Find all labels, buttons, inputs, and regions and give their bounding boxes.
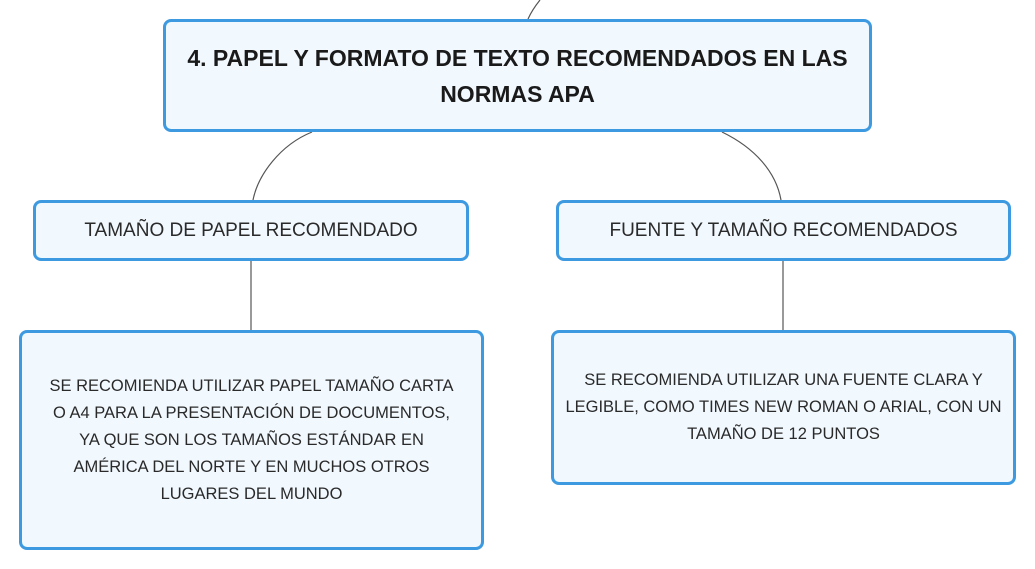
main-topic-node[interactable] (163, 19, 872, 132)
font-size-node[interactable] (556, 200, 1011, 261)
connector-main-to-right (722, 132, 781, 200)
connector-main-to-left (253, 132, 312, 200)
paper-size-node[interactable] (33, 200, 469, 261)
connector-parent-to-main (528, 0, 540, 19)
font-size-detail-node[interactable] (551, 330, 1016, 485)
paper-size-detail-node[interactable] (19, 330, 484, 550)
font-size-title: FUENTE Y TAMAÑO RECOMENDADOS (609, 219, 958, 241)
paper-size-title: TAMAÑO DE PAPEL RECOMENDADO (84, 219, 418, 241)
main-topic-text: 4. PAPEL Y FORMATO DE TEXTO RECOMENDADOS EN LAS NORMAS APA (187, 44, 848, 107)
paper-size-detail-text: SE RECOMIENDA UTILIZAR PAPEL TAMAÑO CARTA O A4 PARA LA PRESENTACIÓN DE DOCUMENTOS, YA QUE SON LOS TAMAÑOS ESTÁNDAR EN AMÉRICA DEL NORTE Y EN MUCHOS OTROS LUGARES DEL MUNDO (49, 376, 454, 503)
font-size-detail-text: SE RECOMIENDA UTILIZAR UNA FUENTE CLARA Y LEGIBLE, COMO TIMES NEW ROMAN O ARIAL, CON UN TAMAÑO DE 12 PUNTOS (565, 371, 1002, 443)
